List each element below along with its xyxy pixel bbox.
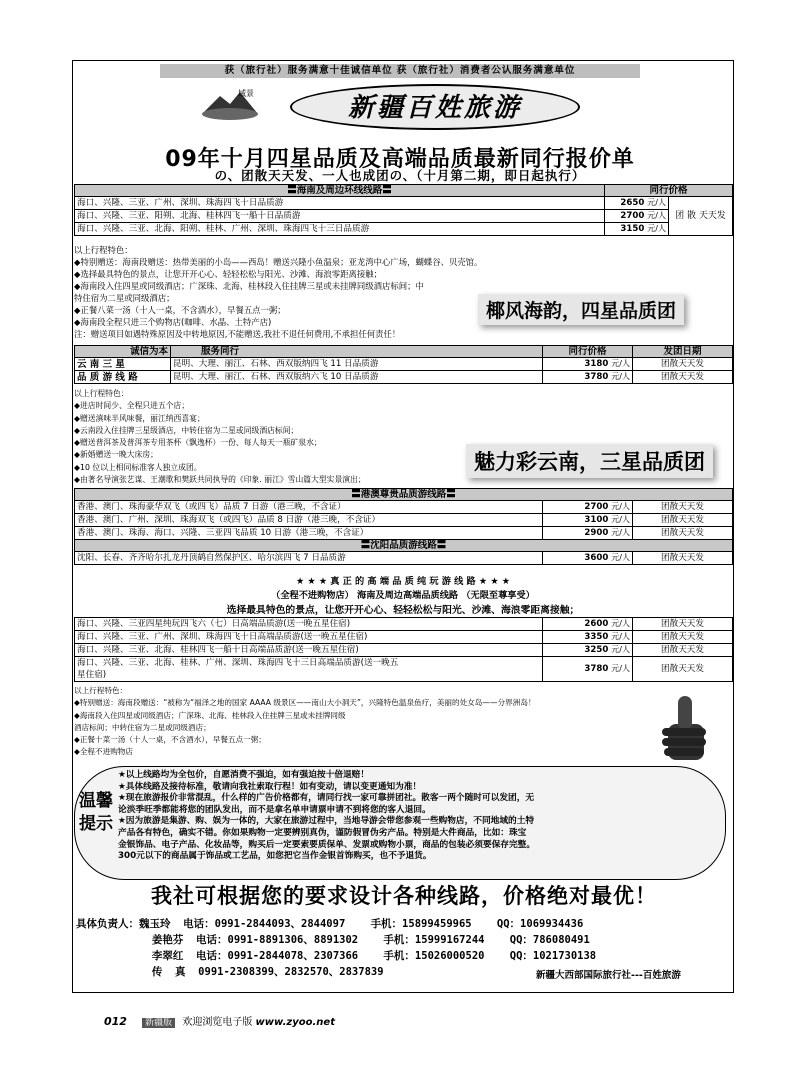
price-header: 同行价格 (605, 185, 733, 197)
note-line: 以上行程特色： (74, 245, 133, 255)
note-line: 注：赠送项目如遇特殊原因及中转地原因,不能赠送,我社不退任何费用,不承担任何责任！ (74, 329, 401, 339)
note-line: 特住宿为二星或同级酒店； (74, 293, 175, 303)
route-cell: 海口、兴隆、三亚、阳朔、北海、桂林四飞一船十日品质游 (75, 210, 605, 223)
depart-cell: 团散天天发 (633, 527, 733, 540)
premium-notes (74, 685, 536, 759)
route-cell: 海口、兴隆、三亚、北海、桂林、广州、深圳、珠海四飞十三日高端品质游(送一晚五 星住宿) (75, 657, 543, 682)
note-line: 酒店标间；中转住宿为二星或同级酒店； (74, 722, 211, 732)
table-row (75, 618, 733, 631)
note-line: ◆海南段入住四星或同级酒店；广深珠、北海、桂林段入住挂牌三星或未挂牌同级 (74, 710, 346, 720)
note-line: ◆特别赠送：海南段赠送：“被称为“福泽之地的国家 AAAA 级景区——南山大小洞天”，兴隆特色温泉鱼疗，美丽的处女岛——分界洲岛！ (74, 698, 536, 708)
header-cell: 服务同行 (171, 346, 543, 358)
note-line: ◆云南段入住挂牌三星级酒店，中转住宿为二星或同级酒店标间； (74, 425, 299, 435)
contact-name: 魏玉玲 (139, 918, 171, 930)
route-cell: 香港、澳门、珠海、海口、兴隆、三亚四飞品质 10 日游（港三晚，不含证） (75, 527, 543, 540)
depart-cell: 团散天天发 (633, 644, 733, 657)
page-number: 012 (104, 1015, 127, 1028)
table-row (75, 527, 733, 540)
yunnan-notes (74, 388, 366, 486)
tip-line: 300元以下的商品属于饰品或工艺品，如您把它当作金银首饰购买，也不予退货。 (118, 851, 432, 862)
table-row (75, 631, 733, 644)
price-cell: 2700 元/人 (543, 501, 633, 514)
table-row (75, 657, 733, 682)
route-cell: 海口、兴隆、三亚、北海、桂林四飞一船十日高端品质游(送一晚五星住宿) (75, 644, 543, 657)
note-line: ◆全程不进购物店 (74, 747, 133, 757)
contact-mobile: 手机：15899459965 (370, 918, 472, 930)
yunnan-stamp: 魅力彩云南，三星品质团 (466, 444, 713, 478)
tip-line: ★现在旅游报价非常混乱，什么样的广告价格都有，请同行找一家可靠拼团社。散客一两个随时可以发团，无 (118, 793, 535, 804)
route-cell: 海口、兴隆、三亚、北海、阳朔、桂林、广州、深圳、珠海四飞十三日品质游 (75, 223, 605, 236)
table-header-row (75, 346, 733, 358)
price-cell: 2600 元/人 (543, 618, 633, 631)
header-cell: 发团日期 (633, 346, 733, 358)
page-footer (104, 1013, 335, 1028)
hkmacau-table (74, 488, 733, 565)
table-row (75, 210, 733, 223)
table-header-row (75, 185, 733, 197)
depart-cell: 团散天天发 (633, 552, 733, 565)
price-cell: 3780 元/人 (543, 371, 633, 384)
table-header-row (75, 540, 733, 552)
table-row (75, 514, 733, 527)
route-cell: 海口、兴隆、三亚、广州、深圳、珠海四飞十日高端品质游(送一晚五星住宿) (75, 631, 543, 644)
depart-cell: 团散天天发 (633, 371, 733, 384)
depart-cell: 团散天天发 (633, 631, 733, 644)
price-cell: 3150 元/人 (605, 223, 669, 236)
brand-title: 新疆百姓旅游 (290, 84, 580, 130)
tip-line: ★具体线路及接待标准，敬请向我社索取行程！如有变动，请以变更通知为准！ (118, 781, 422, 792)
contact-qq: QQ：1021730138 (509, 950, 597, 962)
table-row (75, 644, 733, 657)
page-subtitle: の、团散天天发、一人也成团の、（十月第二期，即日起执行） (214, 168, 586, 183)
tip-line: 论淡季旺季都能将您的团队发出，而不是拿名单申请票申请不到将您的客人退回。 (118, 804, 431, 815)
note-line: 以上行程特色： (74, 389, 129, 398)
page-title: 09年十月四星品质及高端品质最新同行报价单 (165, 147, 635, 172)
note-line: ◆赠送普洱茶及普洱茶专用茶杯（飘逸杯）一份、每人每天一瓶矿泉水； (74, 438, 322, 448)
hainan-stamp: 椰风海韵，四星品质团 (478, 294, 684, 325)
tip-line: 金银饰品、电子产品、化妆品等，购买后一定要索要质保单、发票或购物小票，商品的包装必须要保存完整。 (118, 839, 535, 850)
depart-cell: 团散天天发 (633, 618, 733, 631)
depart-cell: 团散天天发 (633, 501, 733, 514)
logo-text: 域景 (238, 89, 254, 98)
footer-text: 欢迎浏览电子版 (182, 1017, 253, 1028)
note-line: ◆特别赠送：海南段赠送：热带美丽的小岛——西岛！赠送兴隆小鱼温泉；亚龙湾中心广场，蝴蝶谷、贝壳馆。 (74, 257, 483, 267)
contact-qq: QQ：1069934436 (496, 918, 584, 930)
company-logo (200, 84, 260, 124)
note-line: ◆由著名导演张艺谋、王潮歌和樊跃共同执导的《印象. 丽江》雪山篇大型实景演出； (74, 475, 366, 485)
tips-label: 温馨提示 (79, 791, 113, 834)
table-row (75, 197, 733, 210)
slogan: 我社可根据您的要求设计各种线路，价格绝对最优！ (151, 883, 657, 908)
depart-cell: 团散天天发 (633, 514, 733, 527)
yunnan-label: 云 南 三 星 (75, 358, 171, 371)
route-cell: 海口、兴隆、三亚四星纯玩四飞六（七）日高端品质游(送一晚五星住宿) (75, 618, 543, 631)
premium-subtitle: （全程不进购物店） 海南及周边高端品质线路 （无限至尊享受） (271, 590, 535, 601)
route-cell: 香港、澳门、珠海豪华双飞（或四飞）品质 7 日游（港三晚，不含证） (75, 501, 543, 514)
route-cell: 香港、澳门、广州、深圳、珠海双飞（或四飞）品质 8 日游（港三晚，不含证） (75, 514, 543, 527)
agency-name: 新疆大西部国际旅行社---百姓旅游 (536, 970, 681, 981)
header-cell: 同行价格 (543, 346, 633, 358)
note-line: ◆海南段全程只进三个购物店(咖啡、水晶、土特产店) (74, 317, 272, 327)
table-row (75, 501, 733, 514)
contact-name: 姜艳芬 (151, 934, 184, 946)
footer-url[interactable]: www.zyoo.net (255, 1017, 335, 1028)
contact-phone: 电话：0991-2844078、2307366 (196, 950, 359, 962)
price-cell: 3100 元/人 (543, 514, 633, 527)
note-line: ◆新婚赠送一晚大床房； (74, 450, 158, 460)
contact-mobile: 手机：15999167244 (383, 934, 485, 946)
fax-label: 传 真 (151, 966, 186, 978)
price-cell: 3600 元/人 (543, 552, 633, 565)
hainan-table (74, 184, 733, 236)
contact-block (76, 916, 596, 980)
yunnan-table (74, 345, 733, 384)
note-line: ◆进店时间少、全程只进五个店； (74, 401, 190, 411)
price-cell: 3780 元/人 (543, 657, 633, 682)
shenyang-section-title: 〓沈阳品质游线路〓 (75, 540, 733, 552)
edition-tag: 新疆版 (142, 1018, 175, 1028)
hkmacau-section-title: 〓港澳尊贵品质游线路〓 (75, 489, 733, 501)
note-line: ◆赠送滇味半风味餐，丽江纳西喜宴； (74, 413, 205, 423)
contact-phone: 电话：0991-2844093、2844097 (183, 918, 346, 930)
tip-line: ★因为旅游是集游、购、娱为一体的，大家在旅游过程中，当地导游会带您参观一些购物店，不同地域的土特 (118, 816, 535, 827)
header-cell: 诚信为本 (75, 346, 171, 358)
table-row (75, 223, 733, 236)
yunnan-label: 品 质 游 线 路 (75, 371, 171, 384)
premium-table (74, 617, 733, 682)
contact-name: 李翠红 (151, 950, 184, 962)
premium-tagline: 选择最具特色的景点，让您开开心心、轻轻松松与阳光、沙滩、海浪零距离接触； (226, 605, 580, 616)
premium-title: ★ ★ ★ 真 正 的 高 端 品 质 纯 玩 游 线 路 ★ ★ ★ (295, 576, 511, 587)
route-cell: 昆明、大理、丽江、石林、西双版纳四飞 11 日品质游 (171, 358, 543, 371)
tips-body (118, 770, 718, 863)
contact-mobile: 手机：15026000520 (383, 950, 485, 962)
thumbs-up-icon (654, 690, 714, 766)
fax-number: 0991-2308399、2832570、2837839 (198, 966, 384, 978)
price-cell: 2700 元/人 (605, 210, 669, 223)
note-line: ◆海南段入住四星或同级酒店；广深珠、北海、桂林段入住挂牌三星或未挂牌同级酒店标间；中 (74, 281, 424, 291)
note-line: 以上行程特色： (74, 686, 128, 695)
note-line: ◆正餐八菜一汤（十人一桌，不含酒水），早餐五点一粥； (74, 305, 286, 315)
hainan-notes (74, 244, 482, 340)
contact-phone: 电话：0991-8891306、8891302 (196, 934, 359, 946)
contact-label: 具体负责人： (76, 918, 139, 930)
route-cell: 沈阳、长春、齐齐哈尔扎龙丹顶鹤自然保护区、哈尔滨四飞 7 日品质游 (75, 552, 543, 565)
depart-cell: 团散天天发 (633, 657, 733, 682)
depart-cell: 团散天天发 (633, 358, 733, 371)
contact-qq: QQ：786080491 (509, 934, 590, 946)
route-cell: 海口、兴隆、三亚、广州、深圳、珠海四飞十日品质游 (75, 197, 605, 210)
table-header-row (75, 489, 733, 501)
awards-banner: 获（旅行社）服务满意十佳诚信单位 获（旅行社）消费者公认服务满意单位 (160, 64, 640, 78)
table-row (75, 358, 733, 371)
table-row (75, 371, 733, 384)
route-cell: 昆明、大理、丽江、石林、西双版纳六飞 10 日品质游 (171, 371, 543, 384)
depart-cell: 团 散 天天发 (669, 197, 733, 236)
price-cell: 2650 元/人 (605, 197, 669, 210)
note-line: ◆选择最具特色的景点，让您开开心心、轻轻松松与阳光、沙滩、海浪零距离接触； (74, 269, 382, 279)
price-cell: 3250 元/人 (543, 644, 633, 657)
price-cell: 3180 元/人 (543, 358, 633, 371)
tip-line: ★以上线路均为全包价，自愿消费不强迫，如有强迫按十倍退赔！ (118, 770, 370, 780)
note-line: ◆10 位以上相同标准客人独立成团。 (74, 462, 202, 472)
tip-line: 产品各有特色，确实不错。你如果购物一定要辨别真伪，谨防假冒伪劣产品。特别是大件商品，比如：珠宝 (118, 827, 527, 838)
note-line: ◆正餐十菜一汤（十人一桌，不含酒水），早餐五点一粥； (74, 735, 266, 745)
hainan-section-title: 〓海南及周边环线线路〓 (75, 185, 605, 197)
price-cell: 3350 元/人 (543, 631, 633, 644)
price-cell: 2900 元/人 (543, 527, 633, 540)
table-row (75, 552, 733, 565)
